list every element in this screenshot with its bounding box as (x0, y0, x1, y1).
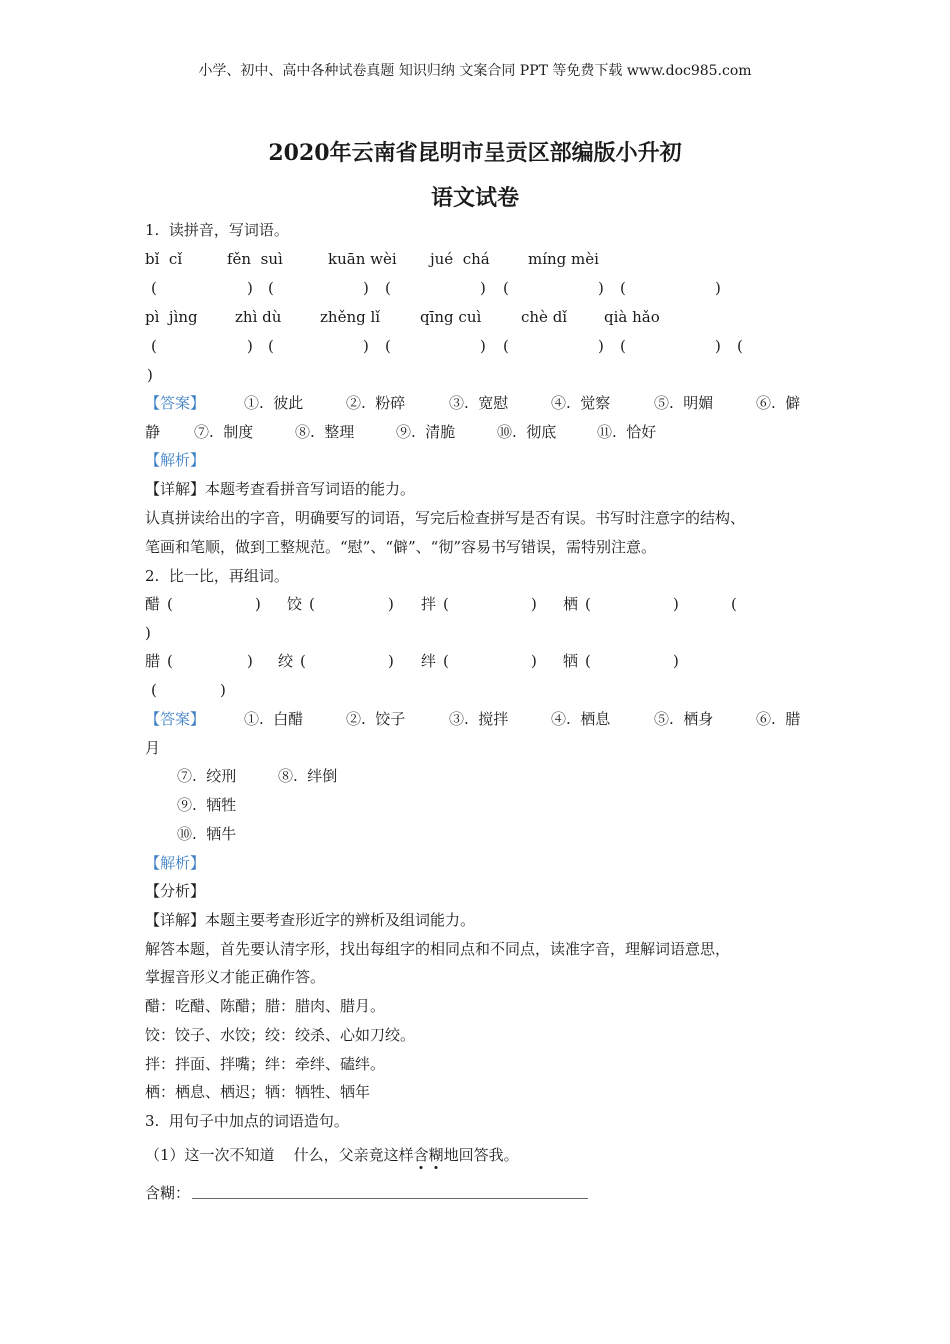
q1-text-1: 认真拼读给出的字音，明确要写的词语，写完后检查拼写是否有误。书写时注意字的结构、 (145, 509, 746, 527)
q1-pinyin-9: qīng cuì (420, 308, 482, 326)
paren-close: ) (715, 337, 721, 355)
q2-char-7: 绊 (421, 652, 437, 670)
q2-answer-6: ⑥. 腊 (756, 710, 801, 728)
q2-answer-8: ⑧. 绊倒 (278, 767, 338, 785)
q1-pinyin-1: bǐ cǐ (145, 250, 183, 268)
q2-answer-6-cont: 月 (145, 739, 161, 757)
paren-close: ) (247, 652, 253, 670)
q1-pinyin-8: zhěng lǐ (320, 308, 381, 326)
q2-answer-5: ⑤. 栖身 (654, 710, 714, 728)
paren-open: ( (443, 595, 449, 613)
q2-pair-2: 饺：饺子、水饺；绞：绞杀、心如刀绞。 (145, 1026, 416, 1044)
q3-sentence-post: 地回答我。 (443, 1146, 519, 1164)
q1-analysis-tag: 【解析】 (145, 451, 206, 469)
q1-pinyin-7: zhì dù (235, 308, 282, 326)
paren-close: ) (247, 279, 253, 297)
q2-answer-2: ②. 饺子 (346, 710, 406, 728)
paren-open: ( (167, 595, 173, 613)
page-header: 小学、初中、高中各种试卷真题 知识归纳 文案合同 PPT 等免费下载 www.doc985.com (198, 63, 752, 79)
q3-sentence-pre: （1）这一次不知道 什么，父亲竟这样 (145, 1146, 414, 1164)
paren-close: ) (363, 337, 369, 355)
q3-stem: 3. 用句子中加点的词语造句。 (145, 1112, 349, 1130)
q1-answer-8: ⑧. 整理 (295, 423, 355, 441)
q1-pinyin-6: pì jìng (145, 308, 198, 326)
q2-pair-4: 栖：栖息、栖迟；牺：牺牲、牺年 (145, 1083, 371, 1101)
q2-text-1: 解答本题，首先要认清字形，找出每组字的相同点和不同点，读准字音，理解词语意思， (145, 940, 731, 958)
q2-char-2: 饺 (287, 595, 303, 613)
paren-open: ( (731, 595, 737, 613)
q1-text-2: 笔画和笔顺，做到工整规范。“慰”、“僻”、“彻”容易书写错误，需特别注意。 (145, 538, 657, 556)
q2-analysis-sub: 【分析】 (145, 882, 206, 900)
paren-open: ( (268, 279, 274, 297)
q1-answer-6-cont: 静 (145, 423, 161, 441)
q1-answer-11: ⑪. 恰好 (597, 423, 657, 441)
q1-answer-1: ①. 彼此 (244, 394, 304, 412)
q1-stem: 1. 读拼音，写词语。 (145, 221, 289, 239)
q2-answer-4: ④. 栖息 (551, 710, 611, 728)
q3-fill-label: 含糊： (145, 1184, 191, 1202)
q1-pinyin-4: jué chá (430, 250, 490, 268)
paren-close: ) (480, 279, 486, 297)
q2-char-3: 拌 (421, 595, 437, 613)
paren-open: ( (300, 652, 306, 670)
paren-close: ) (531, 595, 537, 613)
q2-analysis-tag: 【解析】 (145, 854, 206, 872)
q2-char-5: 腊 (145, 652, 161, 670)
paren-close: ) (673, 652, 679, 670)
q2-char-1: 醋 (145, 595, 161, 613)
q1-answer-9: ⑨. 清脆 (396, 423, 456, 441)
paren-close: ) (247, 337, 253, 355)
q2-answer-10: ⑩. 牺牛 (177, 825, 237, 843)
q1-answer-10: ⑩. 彻底 (497, 423, 557, 441)
q2-answer-7: ⑦. 绞刑 (177, 767, 237, 785)
paren-close: ) (673, 595, 679, 613)
page-subtitle: 语文试卷 (430, 185, 519, 211)
q1-answer-6: ⑥. 僻 (756, 394, 801, 412)
paren-open: ( (620, 279, 626, 297)
paren-open: ( (585, 595, 591, 613)
q2-answer-1: ①. 白醋 (244, 710, 304, 728)
paren-close: ) (220, 681, 226, 699)
q1-answer-7: ⑦. 制度 (194, 423, 254, 441)
paren-close: ) (388, 652, 394, 670)
paren-open: ( (151, 279, 157, 297)
q1-pinyin-11: qià hǎo (604, 308, 660, 326)
page-title: 2020年云南省昆明市呈贡区部编版小升初 (268, 140, 682, 166)
paren-open: ( (268, 337, 274, 355)
q1-answer-5: ⑤. 明媚 (654, 394, 714, 412)
q2-answer-3: ③. 搅拌 (449, 710, 509, 728)
q2-char-8: 牺 (563, 652, 579, 670)
emphasis-char-1: 含 (413, 1146, 429, 1164)
paren-open: ( (503, 337, 509, 355)
paren-close: ) (388, 595, 394, 613)
q2-text-2: 掌握音形义才能正确作答。 (145, 968, 326, 986)
q2-answer-9: ⑨. 牺牲 (177, 796, 237, 814)
q1-answer-2: ②. 粉碎 (346, 394, 406, 412)
q2-char-4: 栖 (563, 595, 579, 613)
paren-close: ) (598, 337, 604, 355)
paren-close: ) (480, 337, 486, 355)
paren-open: ( (503, 279, 509, 297)
q2-pair-1: 醋：吃醋、陈醋；腊：腊肉、腊月。 (145, 997, 386, 1015)
paren-open: ( (151, 337, 157, 355)
q1-pinyin-5: míng mèi (528, 250, 599, 268)
q1-pinyin-2: fěn suì (227, 250, 283, 268)
q1-answer-3: ③. 宽慰 (449, 394, 509, 412)
paren-close: ) (255, 595, 261, 613)
paren-close: ) (715, 279, 721, 297)
paren-open: ( (585, 652, 591, 670)
paren-open: ( (443, 652, 449, 670)
paren-open: ( (737, 337, 743, 355)
paren-close: ) (147, 366, 153, 384)
q1-answer-tag: 【答案】 (145, 394, 206, 412)
q3-sentence (145, 1146, 519, 1164)
paren-close: ) (145, 624, 151, 642)
q1-detail: 【详解】本题考查看拼音写词语的能力。 (145, 480, 416, 498)
paren-open: ( (620, 337, 626, 355)
q2-char-6: 绞 (278, 652, 294, 670)
q2-detail: 【详解】本题主要考查形近字的辨析及组词能力。 (145, 911, 476, 929)
answer-blank-line[interactable] (192, 1198, 588, 1199)
q1-pinyin-10: chè dǐ (521, 308, 568, 326)
paren-open: ( (167, 652, 173, 670)
q2-answer-tag: 【答案】 (145, 710, 206, 728)
q2-pair-3: 拌：拌面、拌嘴；绊：牵绊、磕绊。 (145, 1055, 386, 1073)
paren-open: ( (151, 681, 157, 699)
q1-pinyin-3: kuān wèi (328, 250, 397, 268)
emphasis-char-2: 糊 (428, 1146, 444, 1164)
paren-close: ) (598, 279, 604, 297)
paren-open: ( (385, 279, 391, 297)
paren-close: ) (363, 279, 369, 297)
paren-close: ) (531, 652, 537, 670)
paren-open: ( (385, 337, 391, 355)
q1-answer-4: ④. 觉察 (551, 394, 611, 412)
paren-open: ( (309, 595, 315, 613)
q2-stem: 2. 比一比，再组词。 (145, 567, 289, 585)
